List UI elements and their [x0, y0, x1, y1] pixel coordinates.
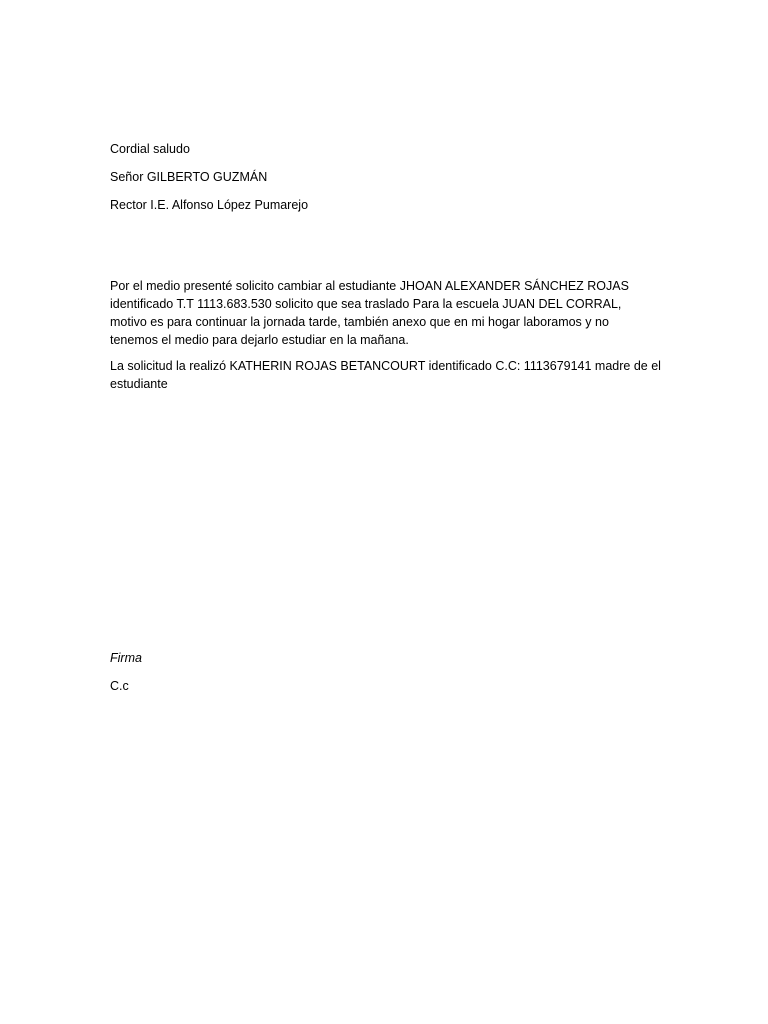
greeting: Cordial saludo	[110, 142, 190, 156]
body-paragraph-1-line: motivo es para continuar la jornada tarde, también anexo que en mi hogar laboramos y no	[110, 315, 609, 329]
recipient-name: Señor GILBERTO GUZMÁN	[110, 170, 268, 184]
recipient-title: Rector I.E. Alfonso López Pumarejo	[110, 198, 309, 212]
signature-label: Firma	[110, 651, 142, 665]
body-paragraph-1-line: identificado T.T 1113.683.530 solicito que sea traslado Para la escuela JUAN DEL CORRAL,	[110, 297, 622, 311]
body-paragraph-2	[110, 357, 670, 393]
id-label: C.c	[110, 679, 129, 693]
body-paragraph-1-line: tenemos el medio para dejarlo estudiar en la mañana.	[110, 333, 409, 347]
body-paragraph-2-line: La solicitud la realizó KATHERIN ROJAS BETANCOURT identificado C.C: 1113679141 madre de el	[110, 359, 661, 373]
body-paragraph-1	[110, 277, 670, 349]
body-paragraph-2-line: estudiante	[110, 377, 168, 391]
body-paragraph-1-line: Por el medio presenté solicito cambiar al estudiante JHOAN ALEXANDER SÁNCHEZ ROJAS	[110, 279, 629, 293]
